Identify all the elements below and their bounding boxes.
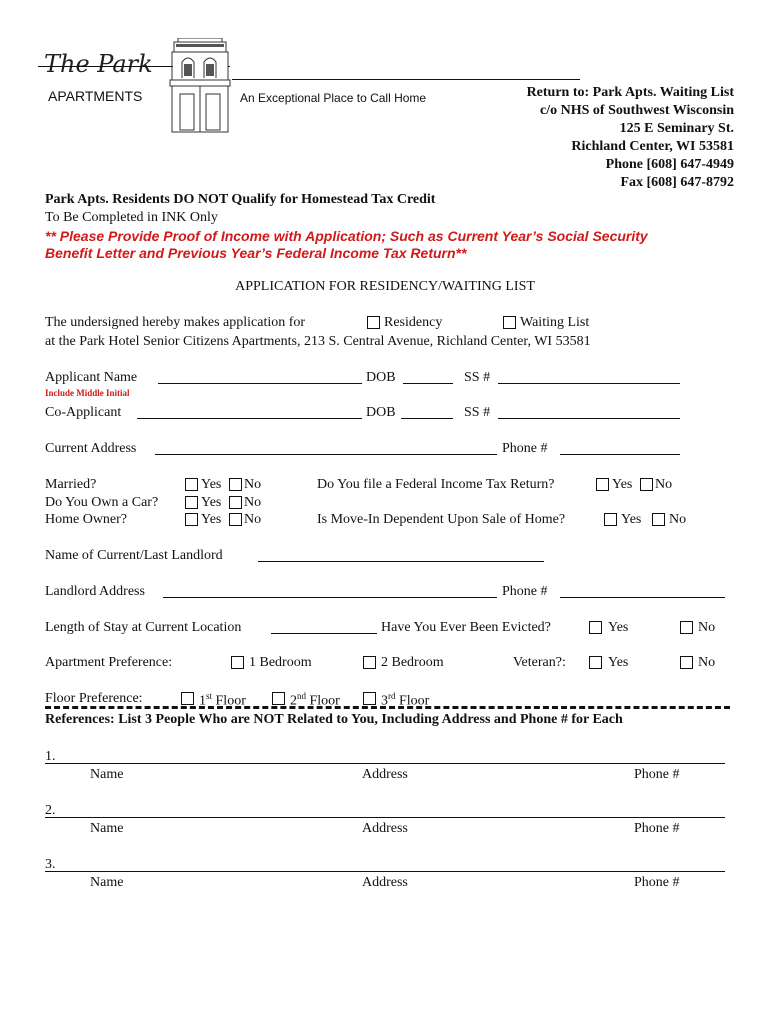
reference-line-3[interactable] <box>45 871 725 872</box>
landlord-address-label: Landlord Address <box>45 584 145 599</box>
landlord-phone-field[interactable] <box>560 597 725 598</box>
veteran-label: Veteran?: <box>513 655 566 670</box>
car-yes-checkbox[interactable] <box>185 496 198 509</box>
move-in-no-label: No <box>669 512 687 527</box>
return-line: Fax [608] 647-8792 <box>620 175 734 190</box>
logo-word: APARTMENTS <box>48 88 143 104</box>
reference-line-2[interactable] <box>45 817 725 818</box>
applicant-name-label: Applicant Name <box>45 370 138 385</box>
current-phone-field[interactable] <box>560 454 680 455</box>
reference-name-label: Name <box>90 875 124 890</box>
own-car-label: Do You Own a Car? <box>45 495 159 510</box>
landlord-name-field[interactable] <box>258 561 544 562</box>
floor3-checkbox[interactable] <box>363 692 376 705</box>
waiting-list-label: Waiting List <box>520 315 590 330</box>
logo-script-text: The Park <box>44 50 153 78</box>
reference-line-1[interactable] <box>45 763 725 764</box>
return-line: c/o NHS of Southwest Wisconsin <box>540 103 734 118</box>
federal-tax-no-checkbox[interactable] <box>640 478 653 491</box>
evicted-yes-label: Yes <box>608 620 629 635</box>
married-yes-label: Yes <box>201 477 222 492</box>
reference-number: 1. <box>45 749 56 764</box>
evicted-yes-checkbox[interactable] <box>589 621 602 634</box>
floor2-word: Floor <box>309 693 340 709</box>
reference-number: 3. <box>45 857 56 872</box>
references-heading: References: List 3 People Who are NOT Related to You, Including Address and Phone # for Each <box>45 712 623 727</box>
landlord-name-label: Name of Current/Last Landlord <box>45 548 223 563</box>
veteran-yes-label: Yes <box>608 655 629 670</box>
home-owner-no-checkbox[interactable] <box>229 513 242 526</box>
co-applicant-label: Co-Applicant <box>45 405 122 420</box>
car-yes-label: Yes <box>201 495 222 510</box>
home-owner-no-label: No <box>244 512 262 527</box>
proof-notice-line1: ** Please Provide Proof of Income with Application; Such as Current Year’s Social Security <box>45 228 648 244</box>
reference-address-label: Address <box>362 875 408 890</box>
return-line: Return to: Park Apts. Waiting List <box>526 85 734 100</box>
reference-name-label: Name <box>90 767 124 782</box>
move-in-yes-checkbox[interactable] <box>604 513 617 526</box>
bed2-checkbox[interactable] <box>363 656 376 669</box>
return-address-block <box>440 84 734 192</box>
applicant-dob-field[interactable] <box>403 383 453 384</box>
reference-phone-label: Phone # <box>634 767 680 782</box>
bed1-label: 1 Bedroom <box>249 655 312 670</box>
current-address-label: Current Address <box>45 441 137 456</box>
home-owner-yes-checkbox[interactable] <box>185 513 198 526</box>
applicant-ss-label: SS # <box>464 370 491 385</box>
married-no-label: No <box>244 477 262 492</box>
waiting-list-checkbox[interactable] <box>503 316 516 329</box>
return-line: Richland Center, WI 53581 <box>571 139 734 154</box>
federal-tax-yes-label: Yes <box>612 477 633 492</box>
reference-number: 2. <box>45 803 56 818</box>
landlord-address-field[interactable] <box>163 597 497 598</box>
floor1-checkbox[interactable] <box>181 692 194 705</box>
dashed-divider <box>45 706 730 709</box>
apartment-pref-label: Apartment Preference: <box>45 655 173 670</box>
floor1-word: Floor <box>215 693 246 709</box>
reference-address-label: Address <box>362 767 408 782</box>
current-address-field[interactable] <box>155 454 497 455</box>
car-no-checkbox[interactable] <box>229 496 242 509</box>
married-no-checkbox[interactable] <box>229 478 242 491</box>
intro-line2: at the Park Hotel Senior Citizens Apartments, 213 S. Central Avenue, Richland Center, WI 53581 <box>45 334 591 349</box>
car-no-label: No <box>244 495 262 510</box>
reference-address-label: Address <box>362 821 408 836</box>
length-of-stay-field[interactable] <box>271 633 377 634</box>
floor1-number: 1 <box>199 693 206 709</box>
federal-tax-label: Do You file a Federal Income Tax Return? <box>317 477 555 492</box>
floor3-word: Floor <box>399 693 430 709</box>
length-of-stay-label: Length of Stay at Current Location <box>45 620 242 635</box>
floor2-number: 2 <box>290 693 297 709</box>
landlord-phone-label: Phone # <box>502 584 548 599</box>
reference-phone-label: Phone # <box>634 875 680 890</box>
veteran-no-label: No <box>698 655 716 670</box>
co-applicant-name-field[interactable] <box>137 418 362 419</box>
tagline-rule <box>232 79 580 80</box>
floor2-checkbox[interactable] <box>272 692 285 705</box>
floor-pref-label: Floor Preference: <box>45 691 143 706</box>
home-owner-label: Home Owner? <box>45 512 128 527</box>
move-in-no-checkbox[interactable] <box>652 513 665 526</box>
move-in-yes-label: Yes <box>621 512 642 527</box>
intro-prefix: The undersigned hereby makes application for <box>45 315 306 330</box>
floor3-suffix: rd <box>388 691 396 701</box>
co-applicant-dob-field[interactable] <box>401 418 453 419</box>
reference-phone-label: Phone # <box>634 821 680 836</box>
ink-notice: To Be Completed in INK Only <box>45 210 218 225</box>
married-label: Married? <box>45 477 97 492</box>
federal-tax-no-label: No <box>655 477 673 492</box>
logo-underline <box>38 66 173 67</box>
move-in-dependent-label: Is Move-In Dependent Upon Sale of Home? <box>317 512 566 527</box>
middle-initial-note: Include Middle Initial <box>45 388 130 398</box>
current-phone-label: Phone # <box>502 441 548 456</box>
bed1-checkbox[interactable] <box>231 656 244 669</box>
homestead-notice: Park Apts. Residents DO NOT Qualify for Homestead Tax Credit <box>45 192 436 207</box>
federal-tax-yes-checkbox[interactable] <box>596 478 609 491</box>
home-owner-yes-label: Yes <box>201 512 222 527</box>
form-title: APPLICATION FOR RESIDENCY/WAITING LIST <box>235 279 535 294</box>
applicant-dob-label: DOB <box>366 370 396 385</box>
applicant-name-field[interactable] <box>158 383 362 384</box>
building-logo-icon <box>166 38 234 134</box>
co-applicant-dob-label: DOB <box>366 405 396 420</box>
reference-name-label: Name <box>90 821 124 836</box>
evicted-no-label: No <box>698 620 716 635</box>
bed2-label: 2 Bedroom <box>381 655 444 670</box>
tagline: An Exceptional Place to Call Home <box>240 91 427 105</box>
residency-label: Residency <box>384 315 443 330</box>
proof-notice-line2: Benefit Letter and Previous Year’s Federal Income Tax Return** <box>45 245 467 261</box>
veteran-yes-checkbox[interactable] <box>589 656 602 669</box>
married-yes-checkbox[interactable] <box>185 478 198 491</box>
veteran-no-checkbox[interactable] <box>680 656 693 669</box>
floor2-suffix: nd <box>297 691 306 701</box>
co-applicant-ss-field[interactable] <box>498 418 680 419</box>
floor1-suffix: st <box>206 691 213 701</box>
residency-checkbox[interactable] <box>367 316 380 329</box>
floor3-number: 3 <box>381 693 388 709</box>
evicted-no-checkbox[interactable] <box>680 621 693 634</box>
return-line: Phone [608] 647-4949 <box>605 157 734 172</box>
return-line: 125 E Seminary St. <box>619 121 734 136</box>
evicted-label: Have You Ever Been Evicted? <box>381 620 551 635</box>
applicant-ss-field[interactable] <box>498 383 680 384</box>
co-applicant-ss-label: SS # <box>464 405 491 420</box>
